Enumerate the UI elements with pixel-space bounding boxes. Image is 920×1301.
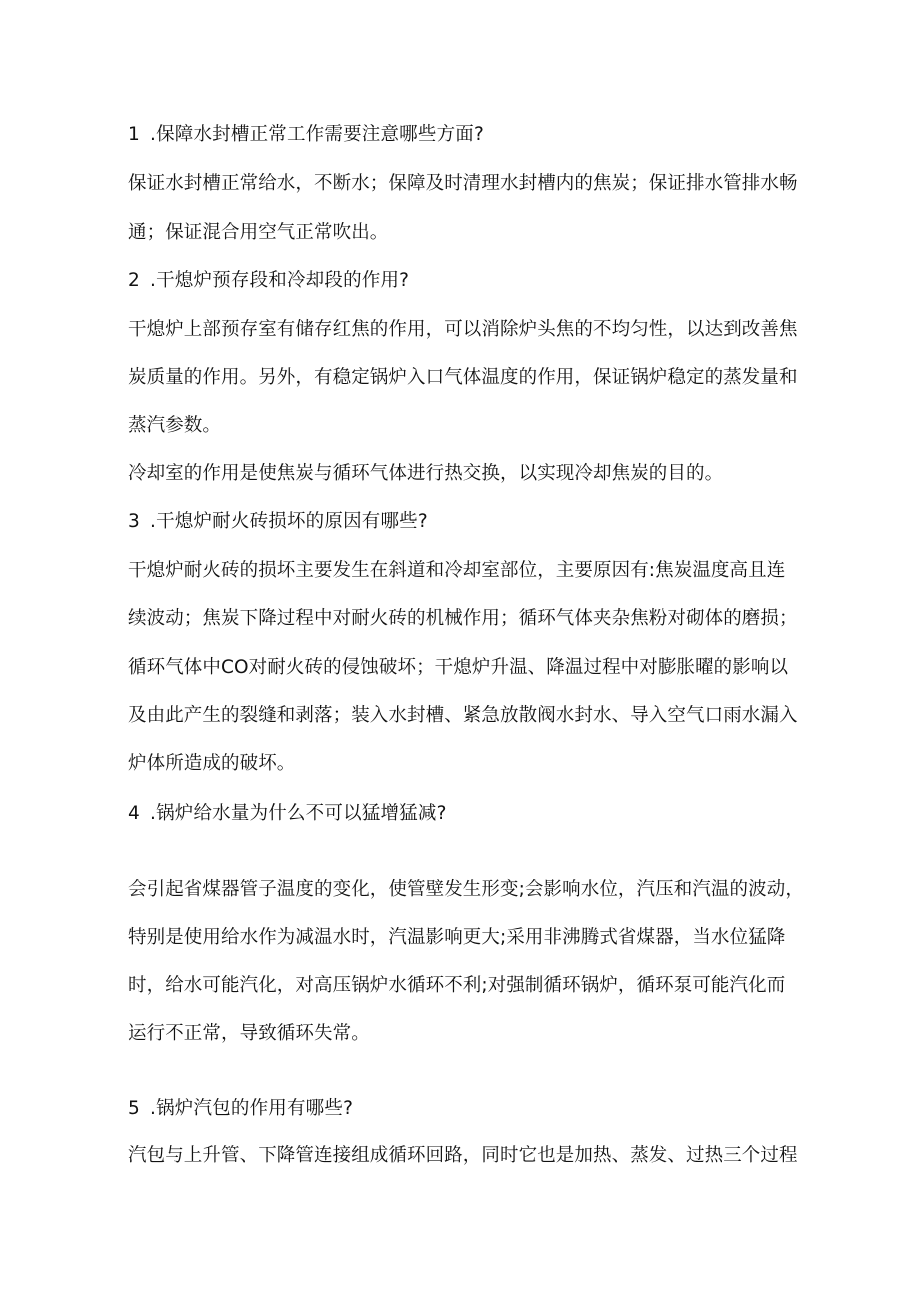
answer-4-line-2: 特别是使用给水作为减温水时，汽温影响更大;采用非沸腾式省煤器，当水位猛降 [128, 927, 786, 948]
question-number: 5 [128, 1098, 140, 1119]
answer-2-line-3: 蒸汽参数。 [128, 415, 222, 436]
question-text: .干熄炉预存段和冷却段的作用? [150, 270, 410, 291]
answer-4-line-4: 运行不正常，导致循环失常。 [128, 1023, 370, 1044]
question-text: .干熄炉耐火砖损坏的原因有哪些? [150, 511, 428, 532]
question-text: .锅炉汽包的作用有哪些? [150, 1098, 354, 1119]
question-5 [128, 1097, 353, 1121]
answer-2-line-4: 冷却室的作用是使焦炭与循环气体进行热交换，以实现冷却焦炭的目的。 [128, 463, 724, 484]
question-1 [128, 123, 484, 147]
answer-3-line-3: 循环气体中CO对耐火砖的侵蚀破坏；干熄炉升温、降温过程中对膨胀曜的影响以 [128, 657, 789, 678]
answer-1-line-2: 通；保证混合用空气正常吹出。 [128, 222, 389, 243]
answer-3-line-5: 炉体所造成的破坏。 [128, 753, 296, 774]
answer-4-line-3: 时，给水可能汽化，对高压锅炉水循环不利;对强制循环锅炉，循环泵可能汽化而 [128, 975, 786, 996]
question-2 [128, 269, 409, 293]
answer-2-line-2: 炭质量的作用。另外，有稳定锅炉入口气体温度的作用，保证锅炉稳定的蒸发量和 [128, 367, 798, 388]
question-4 [128, 802, 447, 826]
answer-5-line-1: 汽包与上升管、下降管连接组成循环回路，同时它也是加热、蒸发、过热三个过程 [128, 1145, 798, 1166]
answer-3-line-1: 干熄炉耐火砖的损坏主要发生在斜道和冷却室部位，主要原因有:焦炭温度高且连 [128, 560, 786, 581]
question-number: 1 [128, 124, 140, 145]
answer-1-line-1: 保证水封槽正常给水，不断水；保障及时清理水封槽内的焦炭；保证排水管排水畅 [128, 173, 798, 194]
question-text: .保障水封槽正常工作需要注意哪些方面? [150, 124, 485, 145]
question-number: 4 [128, 803, 140, 824]
answer-4-line-1: 会引起省煤器管子温度的变化，使管壁发生形变;会影响水位，汽压和汽温的波动， [128, 879, 804, 900]
answer-2-line-1: 干熄炉上部预存室有储存红焦的作用，可以消除炉头焦的不均匀性，以达到改善焦 [128, 319, 798, 340]
question-3 [128, 510, 428, 534]
question-number: 2 [128, 270, 140, 291]
answer-3-line-2: 续波动；焦炭下降过程中对耐火砖的机械作用；循环气体夹杂焦粉对砌体的磨损； [128, 608, 798, 629]
question-text: .锅炉给水量为什么不可以猛增猛减? [150, 803, 447, 824]
question-number: 3 [128, 511, 140, 532]
answer-3-line-4: 及由此产生的裂缝和剥落；装入水封槽、紧急放散阀水封水、导入空气口雨水漏入 [128, 705, 798, 726]
